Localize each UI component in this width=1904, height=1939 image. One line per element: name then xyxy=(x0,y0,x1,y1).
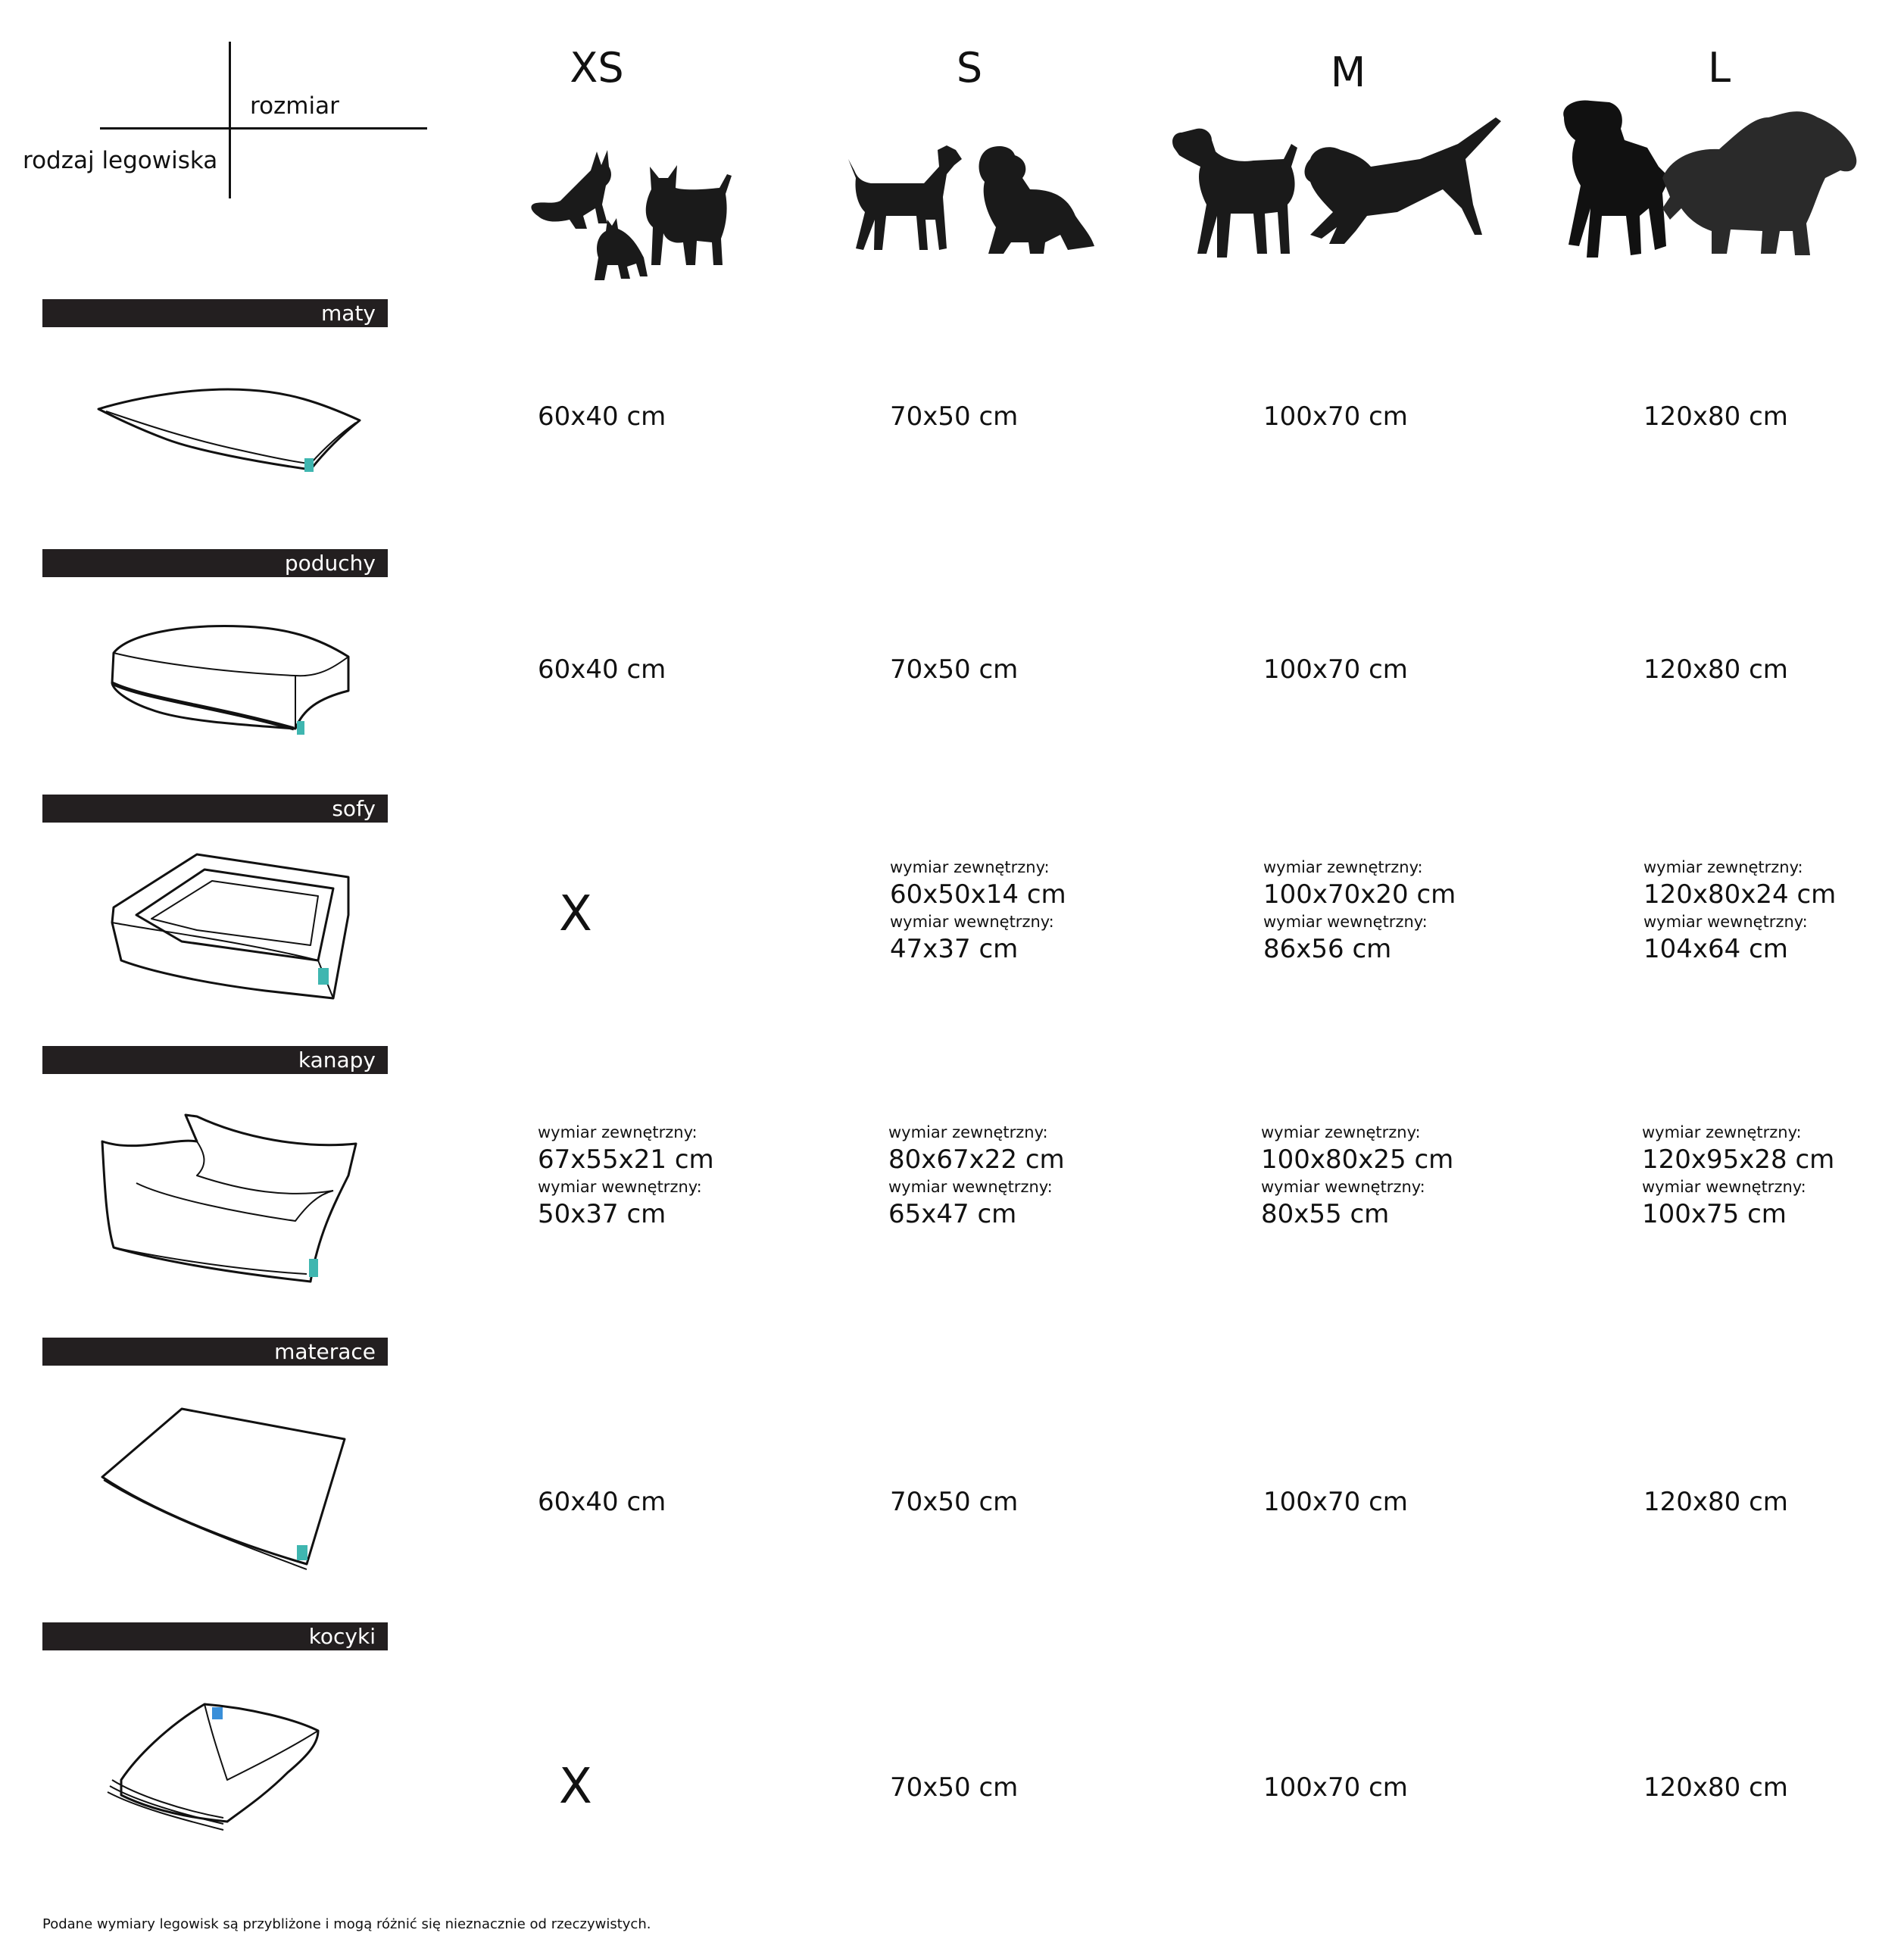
outer-dimension-value: 60x50x14 cm xyxy=(890,879,1066,910)
mat-bed-icon xyxy=(91,379,371,477)
cell-materace-l: 120x80 cm xyxy=(1643,1487,1788,1517)
cell-maty-m: 100x70 cm xyxy=(1263,401,1408,432)
inner-dimension-label: wymiar wewnętrzny: xyxy=(1642,1178,1806,1196)
large-dogs-silhouette-icon xyxy=(1556,95,1867,269)
outer-dimension-label: wymiar zewnętrzny: xyxy=(1263,858,1423,876)
cell-poduchy-l: 120x80 cm xyxy=(1643,654,1788,685)
sofa-bed-icon xyxy=(91,847,371,1006)
size-header-xs: XS xyxy=(570,44,624,92)
cell-kocyki-s: 70x50 cm xyxy=(890,1772,1019,1803)
cell-kocyki-m: 100x70 cm xyxy=(1263,1772,1408,1803)
cell-sofy-m xyxy=(1263,857,1456,966)
category-bar-materace: materace xyxy=(42,1338,388,1366)
couch-bed-icon xyxy=(91,1107,371,1289)
outer-dimension-value: 120x80x24 cm xyxy=(1643,879,1837,910)
small-dogs-silhouette-icon xyxy=(523,144,750,280)
category-bar-kanapy: kanapy xyxy=(42,1046,388,1074)
cell-sofy-l xyxy=(1643,857,1836,966)
inner-dimension-label: wymiar wewnętrzny: xyxy=(888,1178,1053,1196)
cell-poduchy-m: 100x70 cm xyxy=(1263,654,1408,685)
size-header-m: M xyxy=(1330,48,1366,96)
outer-dimension-value: 67x55x21 cm xyxy=(538,1144,714,1175)
outer-dimension-value: 80x67x22 cm xyxy=(888,1144,1065,1175)
category-bar-poduchy: poduchy xyxy=(42,549,388,577)
inner-dimension-label: wymiar wewnętrzny: xyxy=(538,1178,702,1196)
legend-vertical-line xyxy=(229,42,231,198)
outer-dimension-value: 100x80x25 cm xyxy=(1261,1144,1454,1175)
inner-dimension-value: 100x75 cm xyxy=(1642,1199,1787,1229)
outer-dimension-label: wymiar zewnętrzny: xyxy=(890,858,1050,876)
inner-dimension-label: wymiar wewnętrzny: xyxy=(890,913,1054,931)
inner-dimension-value: 80x55 cm xyxy=(1261,1199,1390,1229)
cell-kocyki-l: 120x80 cm xyxy=(1643,1772,1788,1803)
inner-dimension-label: wymiar wewnętrzny: xyxy=(1261,1178,1425,1196)
inner-dimension-value: 104x64 cm xyxy=(1643,934,1788,964)
outer-dimension-value: 100x70x20 cm xyxy=(1263,879,1456,910)
cell-kanapy-l xyxy=(1642,1122,1834,1232)
cell-maty-xs: 60x40 cm xyxy=(538,401,666,432)
outer-dimension-label: wymiar zewnętrzny: xyxy=(888,1123,1048,1141)
outer-dimension-label: wymiar zewnętrzny: xyxy=(1642,1123,1802,1141)
cell-kanapy-s xyxy=(888,1122,1065,1232)
outer-dimension-label: wymiar zewnętrzny: xyxy=(1261,1123,1421,1141)
disclaimer-note: Podane wymiary legowisk są przybliżone i mogą różnić się nieznacznie od rzeczywistych. xyxy=(42,1916,651,1932)
cell-sofy-s xyxy=(890,857,1066,966)
cell-kocyki-xs-unavailable: X xyxy=(559,1759,592,1815)
category-bar-sofy: sofy xyxy=(42,795,388,823)
mattress-bed-icon xyxy=(91,1401,371,1575)
inner-dimension-value: 86x56 cm xyxy=(1263,934,1392,964)
medium-dogs-silhouette-icon xyxy=(1170,114,1511,265)
cell-kanapy-xs xyxy=(538,1122,714,1232)
size-header-s: S xyxy=(956,44,983,92)
cell-kanapy-m xyxy=(1261,1122,1453,1232)
inner-dimension-value: 47x37 cm xyxy=(890,934,1019,964)
cell-sofy-xs-unavailable: X xyxy=(559,886,592,942)
outer-dimension-label: wymiar zewnętrzny: xyxy=(1643,858,1803,876)
category-bar-maty: maty xyxy=(42,299,388,327)
category-bar-kocyki: kocyki xyxy=(42,1622,388,1650)
blanket-icon xyxy=(91,1689,371,1841)
cushion-bed-icon xyxy=(91,615,371,744)
outer-dimension-label: wymiar zewnętrzny: xyxy=(538,1123,698,1141)
cell-materace-xs: 60x40 cm xyxy=(538,1487,666,1517)
size-axis-label: rozmiar xyxy=(250,92,339,120)
cell-maty-s: 70x50 cm xyxy=(890,401,1019,432)
outer-dimension-value: 120x95x28 cm xyxy=(1642,1144,1835,1175)
bed-type-axis-label: rodzaj legowiska xyxy=(23,147,218,174)
cell-maty-l: 120x80 cm xyxy=(1643,401,1788,432)
cell-materace-s: 70x50 cm xyxy=(890,1487,1019,1517)
cell-poduchy-s: 70x50 cm xyxy=(890,654,1019,685)
inner-dimension-value: 65x47 cm xyxy=(888,1199,1017,1229)
small-medium-dogs-silhouette-icon xyxy=(841,144,1113,258)
size-header-l: L xyxy=(1707,44,1731,92)
cell-materace-m: 100x70 cm xyxy=(1263,1487,1408,1517)
inner-dimension-value: 50x37 cm xyxy=(538,1199,666,1229)
legend-horizontal-line xyxy=(100,127,427,130)
inner-dimension-label: wymiar wewnętrzny: xyxy=(1263,913,1428,931)
inner-dimension-label: wymiar wewnętrzny: xyxy=(1643,913,1808,931)
cell-poduchy-xs: 60x40 cm xyxy=(538,654,666,685)
